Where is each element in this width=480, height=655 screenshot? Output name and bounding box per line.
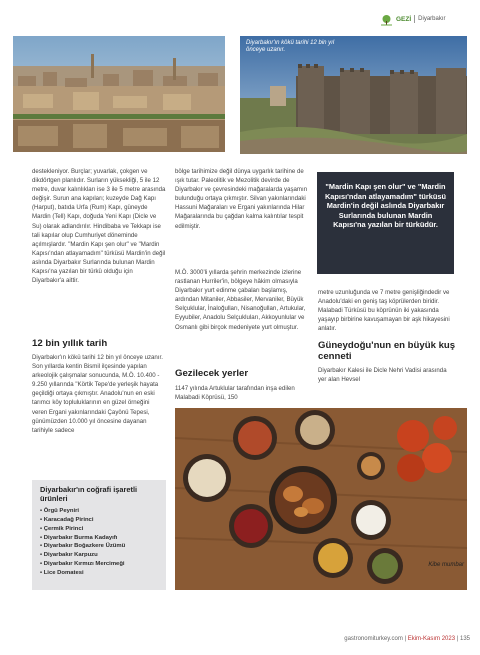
footer-divider: | <box>456 636 460 642</box>
footer-issue: Ekim-Kasım 2023 <box>407 636 456 642</box>
city-photo <box>13 36 225 152</box>
geo-box-title: Diyarbakır'ın coğrafi işaretli ürünleri <box>40 485 138 503</box>
page-number: 135 <box>459 636 470 642</box>
list-item: • Çermik Pirinci <box>40 525 158 534</box>
heading-12-bin-yil: 12 bin yıllık tarih <box>32 338 108 349</box>
col1-paragraph-1: destekleniyor. Burçlar; yuvarlak, çokgen ve dikdörtgen planlıdır. Surların yüksekliği, 5 ile 12 metre, duvar kalınlıkları ise 3 ile 5 metre arasında değişir. Surun ana kapıları; kuzeyde Dağ Kapı (Harput), batıda Urfa (Rum) Kapı, güneyde Mardin (Tell) Kapı, doğuda Yeni Kapı (Dicle ve Su) olarak adlandırılır. Hindibaba ve Tekkapı ise tali kapılar olup Cumhuriyet döneminde açılmışlardır. "Mardin Kapı şen olur" ve "Mardin Kapısı'ndan atlayamadım" türküsü Mardin'in değil aslında Diyarbakır Surlarında bulunan Mardin Kapısı'na yazılan bir türkü olduğu için Diyarbakır'a aittir. <box>32 168 166 285</box>
geo-products-box <box>32 480 166 590</box>
col3-paragraph-1: metre uzunluğunda ve 7 metre genişliğindedir ve Anadolu'daki en geniş taş köprülerden biridir. Malabadi Türküsü bu köprünün iki yakasında yaşayıp birbirine kavuşamayan bir aşk hikayesini anlatır. <box>318 289 450 333</box>
footer-divider: | <box>404 636 408 642</box>
section-label: GEZİ <box>396 15 412 23</box>
list-item: • Karacadağ Pirinci <box>40 516 158 525</box>
category-label: Diyarbakır <box>418 16 446 22</box>
list-item: • Diyarbakır Kırmızı Mercimeği <box>40 560 158 569</box>
heading-kus-cenneti: Güneydoğu'nun en büyük kuş cenneti <box>318 340 456 362</box>
col2-paragraph-2: M.Ö. 3000'li yıllarda şehrin merkezinde izlerine rastlanan Hurriler'in, bölgeye hâkim olmasıyla Diyarbakır yurt edinme çabaları başlamış, ardından Mitaniler, Abbasiler, Mervaniler, Büyük Selçuklular, İnaloğulları, Nisanoğulları, Artukular, Eyyubiler, Anadolu Selçukluları, Akkoyunlular ve Osmanlı gibi birçok medeniyete yurt olmuştur. <box>175 269 306 331</box>
footer-site: gastronomiturkey.com <box>344 636 403 642</box>
col2-paragraph-1: bölge tarihimize değil dünya uygarlık tarihine de ışık tutar. Paleolitik ve Mezolitik devirde de Diyarbakır ve çevresindeki mağaralarda yaşamın bulunduğu ortaya çıkmıştır. Silvan yakınlarındaki Hassuni Mağaraları ve Ergani yakınlarında Hilar Mağaralarında bu çağdan kalma kalıntılar tespit edilmiştir. <box>175 168 308 230</box>
geo-products-list <box>40 507 158 577</box>
food-photo-caption: Kibe mumbar <box>428 562 464 568</box>
pull-quote-box: "Mardin Kapı şen olur" ve "Mardin Kapısı'ndan atlayamadım" türküsü Mardin'in değil aslında Diyarbakır Surlarında bulunan Mardin Kapısı'na yazılan bir türküdür. <box>317 172 454 274</box>
list-item: • Diyarbakır Boğazkere Üzümü <box>40 542 158 551</box>
list-item: • Örgü Peyniri <box>40 507 158 516</box>
city-photo-caption: Diyarbakır'ın kökü tarihi 12 bin yıl önceye uzanır. <box>246 40 335 54</box>
list-item: • Lice Domatesi <box>40 569 158 578</box>
list-item: • Diyarbakır Burma Kadayıfı <box>40 534 158 543</box>
page-header <box>380 12 470 26</box>
col3-paragraph-2: Diyarbakır Kalesi ile Dicle Nehri Vadisi arasında yer alan Hevsel <box>318 367 447 384</box>
heading-gezilecek-yerler: Gezilecek yerler <box>175 368 249 379</box>
page-footer <box>310 636 470 642</box>
col2-paragraph-3: 1147 yılında Artuklular tarafından inşa edilen Malabadi Köprüsü, 150 <box>175 385 295 402</box>
list-item: • Diyarbakır Karpuzu <box>40 551 158 560</box>
tree-logo-icon <box>380 13 393 25</box>
header-divider <box>414 15 415 23</box>
col1-paragraph-2: Diyarbakır'ın kökü tarihi 12 bin yıl önceye uzanır. Son yıllarda kentin Bismil ilçesinde yapılan arkeolojik çalışmalar sonucunda, M.Ö. 10.400 - 9.250 yıllarında "Körtik Tepe'de yerleşik hayata geçildiği ortaya çıkmıştır. Anadolu'nun en eski tarımcı köy topluluklarının en güzel örneğini veren Ergani yakınlarındaki Çayönü Tepesi, günümüzden 10.000 yıl öncesine dayanan tarihiyle sadece <box>32 354 163 434</box>
